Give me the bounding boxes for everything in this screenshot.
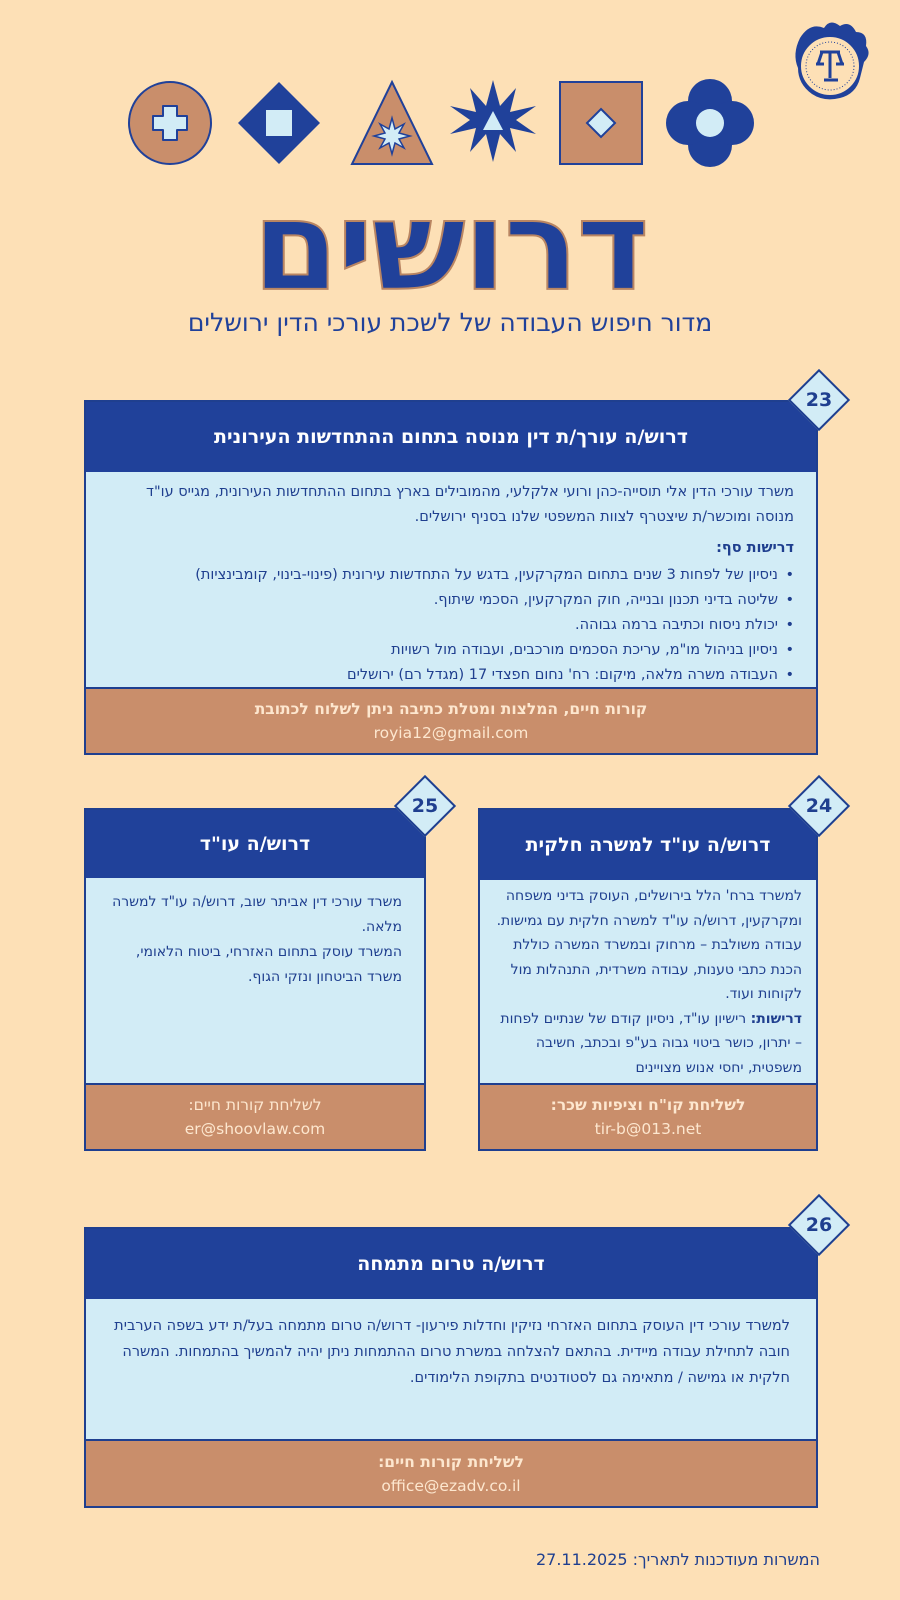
requirement-item: • ניסיון בניהול מו"מ, עריכת הסכמים מורכבים, ועבודה מול רשויות [108,638,782,663]
job-24-body [480,880,816,1080]
job-25-contact [86,1083,424,1149]
requirement-item: • ניסיון של לפחות 3 שנים בתחום המקרקעין, בדגש על התחדשות עירונית (פינוי-בינוי, קומבינציות) [108,563,782,588]
triangle-star-shape [352,82,432,164]
job-card-23 [84,400,818,755]
job-23-intro: משרד עורכי הדין אלי תוסייה-כהן ורועי אלקלעי, מהמובילים בארץ בתחום ההתחדשות העירונית, מגייס עו"ד מנוסה ומוכשר/ת שיצטרף לצוות המשפטי שלנו בסניף ירושלים. [146,484,794,525]
job-24-req-text: רישיון עו"ד, ניסיון קודם של שנתיים לפחות – יתרון, כושר ביטוי גבוה בע"פ ובכתב, חשיבה משפטית, יחסי אנוש מצויינים [500,1010,802,1076]
job-23-title: דרוש/ה עורך/ת דין מנוסה בתחום ההתחדשות העירונית [214,426,688,448]
job-23-email-link[interactable]: royia12@gmail.com [373,724,529,742]
requirement-item: • שליטה בדיני תכנון ובנייה, חוק המקרקעין, הסכמי שיתוף. [108,588,782,613]
requirement-item: • העבודה משרה מלאה, מיקום: רח' נחום חפצדי 17 (מגדל רם) ירושלים [108,663,782,688]
job-24-email-link[interactable]: tir-b@013.net [594,1120,702,1138]
decorative-shapes [120,78,780,168]
job-23-number: 23 [805,389,833,411]
job-25-title: דרוש/ה עו"ד [199,833,311,855]
job-25-email-link[interactable]: er@shoovlaw.com [184,1120,326,1138]
job-25-description-2: המשרד עוסק בתחום האזרחי, ביטוח הלאומי, משרד הביטחון ונזקי הגוף. [135,944,402,985]
job-26-title: דרוש/ה טרום מתמחה [357,1253,545,1275]
job-25-number: 25 [411,795,439,817]
job-26-description: למשרד עורכי דין העוסק בתחום האזרחי נזיקין וחדלות פירעון- דרוש/ה טרום מתמחה בעל/ת ידע בשפה הערבית חובה לתחילת עבודה מיידית. בהתאם להצלחה במשרת טרום ההתמחות ניתן יהיה להמשיך בהתמחות. המשרה חלקית או גמישה / מתאימה גם לסטודנטים בתקופת הלימודים. [114,1318,790,1386]
job-23-req-title: דרישות סף: [716,540,794,556]
job-24-requirements [494,1007,802,1081]
flower-circle-shape [666,79,754,167]
page-subtitle: מדור חיפוש העבודה של לשכת עורכי הדין ירושלים [187,308,713,337]
bar-association-logo [790,18,872,110]
job-26-number: 26 [805,1214,833,1236]
star-triangle-shape [450,80,536,162]
job-26-body [86,1299,816,1391]
job-25-body [86,878,424,990]
job-24-contact [480,1083,816,1149]
job-card-24 [478,808,818,1151]
job-26-contact-label: לשליחת קורות חיים: [378,1452,524,1471]
job-25-header [86,810,424,878]
job-25-description-1: משרד עורכי דין אביתר שוב, דרוש/ה עו"ד למשרה מלאה. [112,894,402,935]
job-card-25 [84,808,426,1151]
requirement-item: • יכולת ניסוח וכתיבה ברמה גבוהה. [108,613,782,638]
job-24-header [480,810,816,880]
job-24-number: 24 [805,795,833,817]
job-26-contact [86,1439,816,1506]
job-23-contact-label: קורות חיים, המלצות ומטלת כתיבה ניתן לשלוח לכתובת [254,700,648,718]
page-title: דרושים [252,175,648,319]
job-23-body [86,472,816,694]
job-23-header [86,402,816,472]
job-23-contact [86,687,816,753]
job-23-requirements [108,563,794,688]
job-24-req-label: דרישות: [750,1010,802,1027]
diamond-square-shape [238,82,320,164]
square-diamond-shape [560,82,642,164]
job-24-title: דרוש/ה עו"ד למשרה חלקית [525,834,771,856]
job-25-contact-label: לשליחת קורות חיים: [188,1096,322,1114]
job-26-header [86,1229,816,1299]
job-24-contact-label: לשליחת קו"ח וציפיות שכר: [550,1096,746,1114]
update-date-note: המשרות מעודכנות לתאריך: 27.11.2025 [535,1550,820,1569]
circle-plus-shape [129,82,211,164]
job-26-email-link[interactable]: office@ezadv.co.il [381,1476,521,1495]
job-24-description: למשרד ברח' הלל בירושלים, העוסק בדיני משפחה ומקרקעין, דרוש/ה עו"ד למשרה חלקית עם גמישות. עבודה משולבת – מרחוק ובמשרד המשרה כוללת הכנת כתבי טענות, עבודה משרדית, התנהלות מול לקוחות ועוד. [496,888,802,1002]
job-card-26 [84,1227,818,1508]
